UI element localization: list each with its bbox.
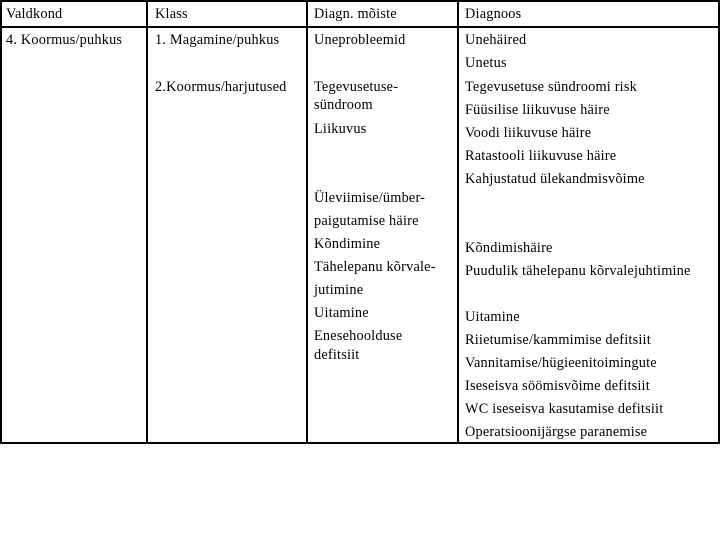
diagnoos-line: Unehäired bbox=[465, 32, 527, 48]
diagnoos-line: Ratastooli liikuvuse häire bbox=[465, 148, 617, 164]
table-border-top bbox=[0, 0, 720, 2]
cell-klass-2: 2.Koormus/harjutused bbox=[155, 79, 287, 95]
diagnoos-line: Voodi liikuvuse häire bbox=[465, 125, 592, 141]
column-divider-1 bbox=[146, 0, 148, 444]
cell-valdkond: 4. Koormus/puhkus bbox=[6, 32, 123, 48]
cell-moiste-uneprobleemid: Uneprobleemid bbox=[314, 32, 406, 48]
header-klass: Klass bbox=[155, 6, 188, 22]
cell-moiste-liikuvus: Liikuvus bbox=[314, 121, 367, 137]
header-diagn-moiste: Diagn. mõiste bbox=[314, 6, 397, 22]
diagnoos-line: Uitamine bbox=[465, 309, 520, 325]
column-divider-2 bbox=[306, 0, 308, 444]
diagnoos-line: Tegevusetuse sündroomi risk bbox=[465, 79, 637, 95]
diagnoos-line: Vannitamise/hügieenitoimingute bbox=[465, 355, 657, 371]
diagnoos-line: Iseseisva söömisvõime defitsiit bbox=[465, 378, 650, 394]
header-valdkond: Valdkond bbox=[6, 6, 63, 22]
moiste-line: Üleviimise/ümber- bbox=[314, 190, 426, 206]
cell-klass-1: 1. Magamine/puhkus bbox=[155, 32, 280, 48]
column-divider-3 bbox=[457, 0, 459, 444]
moiste-line: Kõndimine bbox=[314, 236, 381, 252]
diagnoos-line: Füüsilise liikuvuse häire bbox=[465, 102, 610, 118]
diagnoos-line: Kahjustatud ülekandmisvõime bbox=[465, 171, 645, 187]
diagnoos-line: Riietumise/kammimise defitsiit bbox=[465, 332, 651, 348]
moiste-line: Tähelepanu kõrvale- bbox=[314, 259, 436, 275]
moiste-line: jutimine bbox=[314, 282, 364, 298]
diagnoos-line: Puudulik tähelepanu kõrvalejuhtimine bbox=[465, 263, 691, 279]
table-border-left bbox=[0, 0, 2, 444]
moiste-line: Tegevusetuse- bbox=[314, 79, 399, 95]
moiste-line: defitsiit bbox=[314, 347, 360, 363]
moiste-line: Uitamine bbox=[314, 305, 369, 321]
header-divider bbox=[0, 26, 720, 28]
header-diagnoos: Diagnoos bbox=[465, 6, 522, 22]
moiste-line: sündroom bbox=[314, 97, 373, 113]
moiste-line: paigutamise häire bbox=[314, 213, 419, 229]
diagnoos-line: Operatsioonijärgse paranemise bbox=[465, 424, 648, 440]
moiste-line: Enesehoolduse bbox=[314, 328, 403, 344]
diagnoos-line: Kõndimishäire bbox=[465, 240, 553, 256]
diagnoos-line: Unetus bbox=[465, 55, 507, 71]
diagnoos-line: WC iseseisva kasutamise defitsiit bbox=[465, 401, 664, 417]
